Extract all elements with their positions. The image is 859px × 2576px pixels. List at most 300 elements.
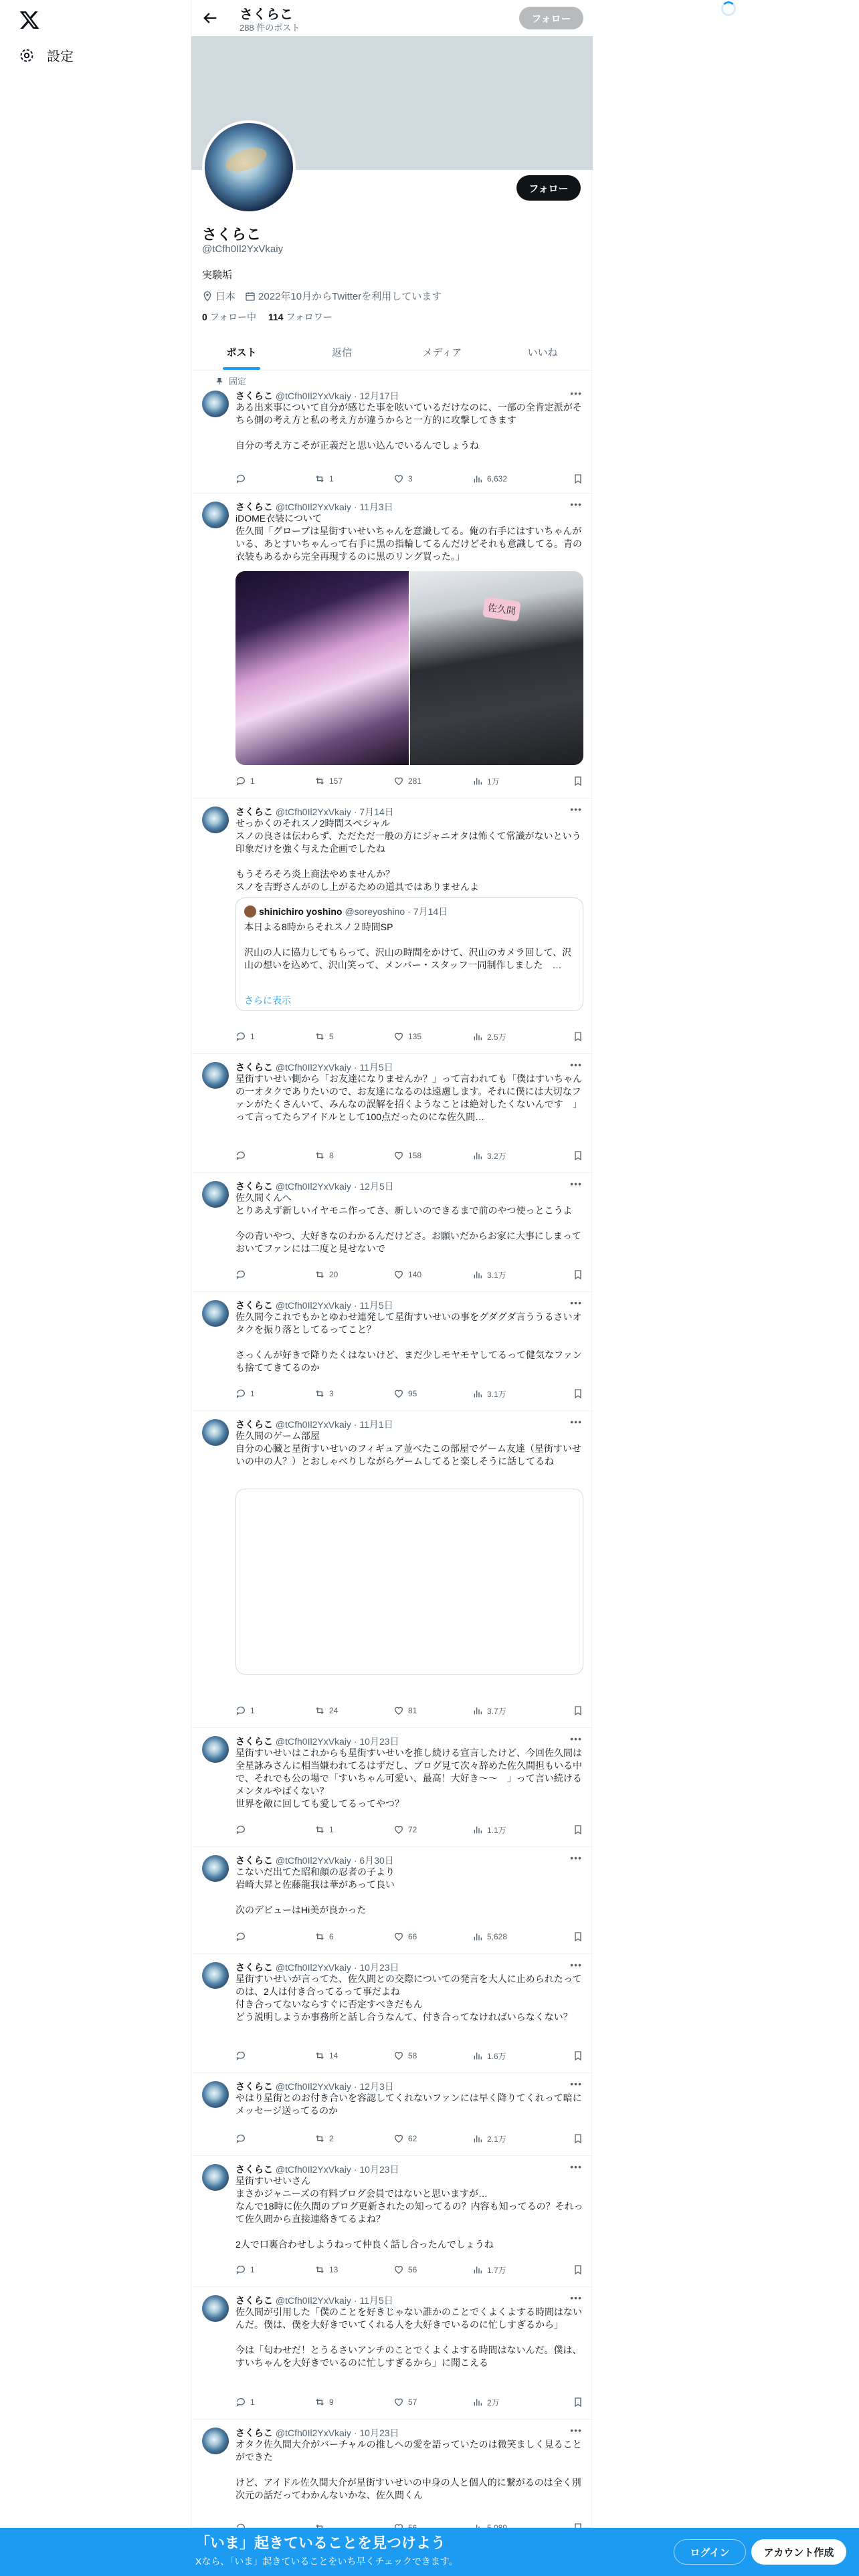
retweet-icon bbox=[314, 1031, 325, 1042]
reply-button[interactable] bbox=[235, 2395, 314, 2409]
tweet-date[interactable]: 12月3日 bbox=[359, 2081, 394, 2092]
bookmark-icon bbox=[573, 1269, 583, 1280]
views-count: 2.5万 bbox=[487, 1032, 506, 1042]
tweet-author-handle[interactable]: @tCfh0Il2YxVkaiy bbox=[275, 2164, 351, 2175]
tweet-separator: · bbox=[351, 1181, 360, 1192]
tab-media[interactable]: メディア bbox=[422, 347, 462, 358]
analytics-icon bbox=[472, 1931, 483, 1942]
tweet-actions bbox=[235, 2263, 583, 2276]
views-button[interactable] bbox=[472, 2395, 558, 2409]
views-button[interactable] bbox=[472, 472, 558, 486]
tweet-separator: · bbox=[351, 2428, 360, 2438]
retweet-count: 6 bbox=[329, 1932, 334, 1941]
tweet-text: iDOME衣装について 佐久間「グローブは星街すいせいちゃんを意識してる。俺の右手にはすいちゃんがいる、あとすいちゃんって右手に黒の指輪してるんだけどそれも意識してる。青の衣装もあるから完全再現するのに黒のリング買った。」 bbox=[235, 513, 582, 562]
views-count: 1.7万 bbox=[487, 2265, 506, 2275]
profile-name: さくらこ bbox=[202, 226, 262, 243]
tweet-author-name[interactable]: さくらこ bbox=[235, 807, 273, 817]
tweet-author-handle[interactable]: @tCfh0Il2YxVkaiy bbox=[275, 2295, 351, 2306]
like-button[interactable] bbox=[393, 2395, 472, 2409]
tweet-avatar[interactable] bbox=[202, 1300, 229, 1327]
retweet-icon bbox=[314, 2133, 325, 2144]
bookmark-button[interactable] bbox=[573, 774, 583, 788]
tweet-avatar[interactable] bbox=[202, 2164, 229, 2191]
tweet-text: 佐久間が引用した「僕のことを好きじゃない誰かのことでくよくよする時間はないんだ。僕は、僕を大好きでいてくれる人を大好きでいるのに忙しすぎるから」 今は「匂わせだ！とうるさいアンチのことでくよくよする時間はないんだ。僕は、すいちゃんを大好きでいるのに忙しすぎるから」に聞こえる bbox=[235, 2306, 582, 2368]
gear-icon bbox=[19, 47, 35, 64]
joined-item bbox=[245, 289, 442, 303]
like-button[interactable] bbox=[393, 1268, 472, 1281]
quote-date: 7月14日 bbox=[413, 906, 448, 917]
reply-icon bbox=[235, 1388, 246, 1399]
retweet-count: 3 bbox=[329, 1389, 334, 1398]
retweet-count: 5 bbox=[329, 1032, 334, 1041]
tweet-header bbox=[235, 805, 394, 819]
retweet-count: 13 bbox=[329, 2265, 339, 2274]
like-button[interactable] bbox=[393, 1930, 472, 1943]
heart-icon bbox=[393, 2397, 404, 2407]
followers-count: 114 bbox=[268, 312, 284, 322]
views-button[interactable] bbox=[472, 1823, 558, 1836]
retweet-button[interactable] bbox=[314, 2263, 393, 2276]
bookmark-icon bbox=[573, 2133, 583, 2144]
retweet-icon bbox=[314, 1931, 325, 1942]
tweet-author-name[interactable]: さくらこ bbox=[235, 391, 273, 401]
reply-button[interactable] bbox=[235, 1704, 314, 1717]
tweet-separator: · bbox=[351, 2164, 360, 2175]
tweet-actions bbox=[235, 1030, 583, 1043]
tweet-author-name[interactable]: さくらこ bbox=[235, 1855, 273, 1866]
analytics-icon bbox=[472, 1269, 483, 1280]
profile-stats bbox=[202, 310, 332, 324]
views-button[interactable] bbox=[472, 1268, 558, 1281]
more-icon[interactable]: ••• bbox=[570, 2425, 582, 2436]
tweet-author-name[interactable]: さくらこ bbox=[235, 1419, 273, 1430]
views-button[interactable] bbox=[472, 2263, 558, 2276]
reply-button[interactable] bbox=[235, 1823, 314, 1836]
retweet-count: 1 bbox=[329, 474, 334, 484]
x-logo-icon[interactable] bbox=[19, 9, 40, 31]
like-count: 81 bbox=[408, 1706, 417, 1715]
more-icon[interactable]: ••• bbox=[570, 1416, 582, 1427]
tweet-date[interactable]: 10月23日 bbox=[359, 1962, 399, 1973]
tweet-avatar[interactable] bbox=[202, 1062, 229, 1089]
views-button[interactable] bbox=[472, 2132, 558, 2145]
bookmark-icon bbox=[573, 2397, 583, 2407]
more-icon[interactable]: ••• bbox=[570, 1178, 582, 1189]
tweet[interactable] bbox=[191, 494, 593, 798]
analytics-icon bbox=[472, 1824, 483, 1835]
views-count: 2.1万 bbox=[487, 2134, 506, 2144]
retweet-count: 24 bbox=[329, 1706, 339, 1715]
heart-icon bbox=[393, 2050, 404, 2061]
bookmark-button[interactable] bbox=[573, 2132, 583, 2145]
views-count: 1.6万 bbox=[487, 2051, 506, 2061]
more-icon[interactable]: ••• bbox=[570, 388, 582, 399]
tweet-author-handle[interactable]: @tCfh0Il2YxVkaiy bbox=[275, 1736, 351, 1747]
like-button[interactable] bbox=[393, 1030, 472, 1043]
heart-icon bbox=[393, 1269, 404, 1280]
tweet-author-handle[interactable]: @tCfh0Il2YxVkaiy bbox=[275, 1855, 351, 1866]
tweet-text: オタク佐久間大介がバーチャルの推しへの愛を語っていたのは微笑ましく見ることができた けど、アイドル佐久間大介が星街すいせいの中身の人と個人的に繋がるのは全く別次元の話だってわかんないかな、佐久間くん bbox=[235, 2439, 582, 2500]
heart-icon bbox=[393, 2133, 404, 2144]
like-button[interactable] bbox=[393, 1149, 472, 1162]
reply-icon bbox=[235, 776, 246, 786]
tweet-date[interactable]: 11月5日 bbox=[359, 2295, 393, 2306]
signup-button[interactable]: アカウント作成 bbox=[751, 2539, 846, 2565]
reply-button[interactable] bbox=[235, 2049, 314, 2062]
bookmark-icon bbox=[573, 776, 583, 786]
more-icon[interactable]: ••• bbox=[570, 804, 582, 815]
tweet-author-handle[interactable]: @tCfh0Il2YxVkaiy bbox=[275, 1300, 351, 1311]
tab-posts[interactable]: ポスト bbox=[191, 334, 292, 370]
media-photo[interactable] bbox=[410, 571, 583, 765]
views-button[interactable] bbox=[472, 2049, 558, 2062]
views-button[interactable] bbox=[472, 1149, 558, 1162]
reply-icon bbox=[235, 1705, 246, 1716]
bookmark-button[interactable] bbox=[573, 1704, 583, 1717]
bookmark-icon bbox=[573, 473, 583, 484]
tweet-author-handle[interactable]: @tCfh0Il2YxVkaiy bbox=[275, 1181, 351, 1192]
tweet-text: せっかくのそれスノ2時間スペシャル スノの良さは伝わらず、ただただ一般の方にジャニオタは怖くて常識がないという印象だけを強く与えた企画でしたね もうそろそろ炎上商法やめませんか？ スノを吉野さんがのし上がるための道具ではありませんよ bbox=[235, 818, 581, 892]
views-button[interactable] bbox=[472, 1387, 558, 1400]
tweet-author-name[interactable]: さくらこ bbox=[235, 2295, 273, 2306]
tweet-separator: · bbox=[351, 807, 360, 817]
views-count: 3.1万 bbox=[487, 1270, 506, 1280]
heart-icon bbox=[393, 1031, 404, 1042]
reply-button[interactable] bbox=[235, 2132, 314, 2145]
media-photo[interactable] bbox=[235, 571, 409, 765]
bookmark-icon bbox=[573, 1705, 583, 1716]
tweet[interactable] bbox=[191, 1847, 593, 1954]
more-icon[interactable]: ••• bbox=[570, 499, 582, 510]
tweet-date[interactable]: 11月3日 bbox=[359, 502, 393, 512]
tweet-avatar[interactable] bbox=[202, 807, 229, 833]
bookmark-button[interactable] bbox=[573, 472, 583, 486]
like-button[interactable] bbox=[393, 1823, 472, 1836]
retweet-button[interactable] bbox=[314, 1268, 393, 1281]
tweet-separator: · bbox=[351, 1419, 360, 1430]
signup-banner-subtitle: Xなら、「いま」起きていることをいち早くチェックできます。 bbox=[195, 2556, 458, 2567]
tweet-header bbox=[235, 2426, 399, 2440]
tweet-avatar[interactable] bbox=[202, 1419, 229, 1446]
following-stat[interactable] bbox=[202, 310, 256, 324]
tweet-author-name[interactable]: さくらこ bbox=[235, 2428, 273, 2438]
tweet-actions bbox=[235, 2395, 583, 2409]
tweet-date[interactable]: 11月5日 bbox=[359, 1300, 393, 1311]
retweet-icon bbox=[314, 2264, 325, 2275]
signup-banner bbox=[0, 2528, 859, 2576]
pinned-indicator bbox=[215, 374, 246, 387]
tweet-date[interactable]: 10月23日 bbox=[359, 1736, 399, 1747]
tweet-date[interactable]: 7月14日 bbox=[359, 807, 394, 817]
tweet-avatar[interactable] bbox=[202, 1962, 229, 1989]
tweet-author-handle[interactable]: @tCfh0Il2YxVkaiy bbox=[275, 502, 351, 512]
tweet-avatar[interactable] bbox=[202, 1855, 229, 1882]
tweet-header bbox=[235, 1180, 394, 1193]
reply-icon bbox=[235, 1824, 246, 1835]
tweet-date[interactable]: 6月30日 bbox=[359, 1855, 394, 1866]
reply-button[interactable] bbox=[235, 472, 314, 486]
back-arrow-icon[interactable] bbox=[201, 9, 219, 27]
like-button[interactable] bbox=[393, 1387, 472, 1400]
tweet-header bbox=[235, 1299, 393, 1312]
profile-tabs bbox=[191, 334, 593, 370]
top-follow-button[interactable]: フォロー bbox=[519, 7, 583, 29]
tweet[interactable] bbox=[191, 2287, 593, 2420]
tweet-media[interactable] bbox=[235, 571, 583, 765]
views-button[interactable] bbox=[472, 774, 558, 788]
show-more-link[interactable]: さらに表示 bbox=[244, 995, 291, 1006]
reply-button[interactable] bbox=[235, 1030, 314, 1043]
tweet-actions bbox=[235, 472, 583, 486]
analytics-icon bbox=[472, 2133, 483, 2144]
tweet-avatar[interactable] bbox=[202, 1736, 229, 1763]
retweet-button[interactable] bbox=[314, 774, 393, 788]
more-icon[interactable]: ••• bbox=[570, 1959, 582, 1970]
more-icon[interactable]: ••• bbox=[570, 2161, 582, 2172]
tweet-avatar[interactable] bbox=[202, 1181, 229, 1208]
bookmark-button[interactable] bbox=[573, 1030, 583, 1043]
retweet-button[interactable] bbox=[314, 2395, 393, 2409]
heart-icon bbox=[393, 1150, 404, 1161]
tweet-actions bbox=[235, 1149, 583, 1162]
quote-text: 本日よる8時からそれスノ２時間SP 沢山の人に協力してもらって、沢山の時間をかけて、沢山のカメラ回して、沢山の想いを込めて、沢山笑って、メンバー・スタッフ一同制作しました … bbox=[244, 922, 572, 970]
reply-icon bbox=[235, 2133, 246, 2144]
profile-avatar[interactable] bbox=[202, 120, 296, 214]
followers-label: フォロワー bbox=[286, 312, 332, 322]
bookmark-icon bbox=[573, 2050, 583, 2061]
quote-header bbox=[244, 905, 448, 918]
tweet[interactable] bbox=[191, 370, 593, 494]
tweet-header bbox=[235, 1061, 393, 1074]
heart-icon bbox=[393, 1705, 404, 1716]
views-button[interactable] bbox=[472, 1930, 558, 1943]
retweet-button[interactable] bbox=[314, 1030, 393, 1043]
reply-icon bbox=[235, 2050, 246, 2061]
reply-button[interactable] bbox=[235, 1268, 314, 1281]
reply-button[interactable] bbox=[235, 1930, 314, 1943]
tweet[interactable] bbox=[191, 2073, 593, 2156]
tweet-author-name[interactable]: さくらこ bbox=[235, 502, 273, 512]
views-button[interactable] bbox=[472, 1030, 558, 1043]
analytics-icon bbox=[472, 1705, 483, 1716]
reply-button[interactable] bbox=[235, 1149, 314, 1162]
like-count: 58 bbox=[408, 2051, 417, 2060]
tab-replies[interactable]: 返信 bbox=[331, 347, 352, 358]
retweet-button[interactable] bbox=[314, 1704, 393, 1717]
quote-author-handle: @soreyoshino bbox=[345, 906, 405, 917]
tweet-text: 佐久間のゲーム部屋 自分の心臓と星街すいせいのフィギュア並べたこの部屋でゲーム友達（星街すいせいの中の人？）とおしゃべりしながらゲームしてると楽しそうに話してるね bbox=[235, 1430, 581, 1467]
bookmark-button[interactable] bbox=[573, 2049, 583, 2062]
like-button[interactable] bbox=[393, 2049, 472, 2062]
analytics-icon bbox=[472, 2397, 483, 2407]
bookmark-button[interactable] bbox=[573, 2395, 583, 2409]
tweet-author-handle[interactable]: @tCfh0Il2YxVkaiy bbox=[275, 1962, 351, 1973]
retweet-count: 2 bbox=[329, 2134, 334, 2143]
location-pin-icon bbox=[202, 291, 213, 302]
tweet-author-name[interactable]: さくらこ bbox=[235, 2081, 273, 2092]
tweet-actions bbox=[235, 2132, 583, 2145]
tweet-header bbox=[235, 1735, 399, 1748]
views-button[interactable] bbox=[472, 1704, 558, 1717]
tweet-text: 佐久間今これでもかとゆわせ連発して星街すいせいの事をグダグダ言ううるさいオタクを振り落としてるってこと？ さっくんが好きで降りたくはないけど、まだ少しモヤモヤしてるって健気なファンも捨ててきてるのか bbox=[235, 1311, 582, 1373]
tweet[interactable] bbox=[191, 1173, 593, 1292]
settings-nav-item[interactable] bbox=[19, 45, 74, 65]
tweet-date[interactable]: 12月5日 bbox=[359, 1181, 394, 1192]
like-button[interactable] bbox=[393, 2263, 472, 2276]
follow-button[interactable]: フォロー bbox=[516, 175, 581, 201]
tweet-text: 星街すいせいさん まさかジャニーズの有料ブログ会員ではないと思いますが… なんで18時に佐久間のブログ更新されたの知ってるの？内容も知ってるの？それって佐久間から直接連絡きてるよね？ 2人で口裏合わせしようねって仲良く話し合ったんでしょうね bbox=[235, 2175, 583, 2250]
retweet-button[interactable] bbox=[314, 1387, 393, 1400]
heart-icon bbox=[393, 776, 404, 786]
tweet-author-handle[interactable]: @tCfh0Il2YxVkaiy bbox=[275, 1419, 351, 1430]
retweet-button[interactable] bbox=[314, 472, 393, 486]
like-button[interactable] bbox=[393, 2132, 472, 2145]
tweet-text: ある出来事について自分が感じた事を呟いているだけなのに、一部の全肯定派がそちら側の考え方と私の考え方が違うからと一方的に攻撃してきます 自分の考え方こそが正義だと思い込んでいるんでしょうね bbox=[235, 402, 582, 451]
more-icon[interactable]: ••• bbox=[570, 1852, 582, 1863]
retweet-icon bbox=[314, 1150, 325, 1161]
tweet-separator: · bbox=[351, 1736, 360, 1747]
tweet-text: 星街すいせい側から「お友達になりませんか？」って言われても「僕はすいちゃんの一オタクでありたいので、お友達になるのは遠慮します。それに僕には大切なファンがたくさんいて、みんなの誤解を招くようなことは絶対したくないんです 」って言ってたらアイドルとして100点だったのにな佐久間… bbox=[235, 1073, 582, 1122]
reply-icon bbox=[235, 1150, 246, 1161]
bookmark-icon bbox=[573, 1931, 583, 1942]
quote-separator: · bbox=[407, 906, 411, 917]
profile-handle: @tCfh0Il2YxVkaiy bbox=[202, 243, 284, 255]
more-icon[interactable]: ••• bbox=[570, 2292, 582, 2303]
tweet-actions bbox=[235, 2049, 583, 2062]
tweet-author-handle[interactable]: @tCfh0Il2YxVkaiy bbox=[275, 391, 351, 401]
settings-label: 設定 bbox=[47, 49, 74, 64]
retweet-icon bbox=[314, 776, 325, 786]
reply-button[interactable] bbox=[235, 1387, 314, 1400]
tweet-actions bbox=[235, 1704, 583, 1717]
tweet-author-name[interactable]: さくらこ bbox=[235, 1962, 273, 1973]
bookmark-icon bbox=[573, 1824, 583, 1835]
tweet-header bbox=[235, 1854, 394, 1867]
tweet[interactable] bbox=[191, 1411, 593, 1728]
more-icon[interactable]: ••• bbox=[570, 1059, 582, 1070]
like-button[interactable] bbox=[393, 1704, 472, 1717]
more-icon[interactable]: ••• bbox=[570, 1733, 582, 1744]
tweet-author-handle[interactable]: @tCfh0Il2YxVkaiy bbox=[275, 2081, 351, 2092]
like-count: 158 bbox=[408, 1151, 422, 1160]
bookmark-button[interactable] bbox=[573, 1823, 583, 1836]
following-label: フォロー中 bbox=[209, 312, 256, 322]
tweet-header bbox=[235, 1418, 393, 1431]
tweet-date[interactable]: 12月17日 bbox=[359, 391, 399, 401]
bookmark-icon bbox=[573, 1388, 583, 1399]
bookmark-button[interactable] bbox=[573, 1387, 583, 1400]
retweet-button[interactable] bbox=[314, 1149, 393, 1162]
tweet[interactable] bbox=[191, 1054, 593, 1173]
tweet-header bbox=[235, 2163, 399, 2176]
more-icon[interactable]: ••• bbox=[570, 1297, 582, 1308]
tweet[interactable] bbox=[191, 1954, 593, 2073]
tweet-avatar[interactable] bbox=[202, 391, 229, 417]
tweet-date[interactable]: 11月1日 bbox=[359, 1419, 393, 1430]
bookmark-button[interactable] bbox=[573, 1149, 583, 1162]
tweet-author-name[interactable]: さくらこ bbox=[235, 1181, 273, 1192]
tweet-avatar[interactable] bbox=[202, 2295, 229, 2322]
tweet-author-name[interactable]: さくらこ bbox=[235, 1300, 273, 1311]
top-bar bbox=[191, 0, 593, 36]
tweet-author-name[interactable]: さくらこ bbox=[235, 1736, 273, 1747]
reply-count: 1 bbox=[250, 1032, 255, 1041]
tweet-avatar[interactable] bbox=[202, 2081, 229, 2108]
bookmark-button[interactable] bbox=[573, 2263, 583, 2276]
tweet-actions bbox=[235, 1823, 583, 1836]
tweet-date[interactable]: 11月5日 bbox=[359, 1062, 393, 1073]
quote-tweet[interactable] bbox=[235, 897, 583, 1011]
tweet[interactable] bbox=[191, 798, 593, 1054]
retweet-button[interactable] bbox=[314, 2132, 393, 2145]
more-icon[interactable]: ••• bbox=[570, 2078, 582, 2089]
tweet-author-handle[interactable]: @tCfh0Il2YxVkaiy bbox=[275, 1062, 351, 1073]
tweet-media[interactable] bbox=[235, 1489, 583, 1675]
tweet[interactable] bbox=[191, 2420, 593, 2528]
tab-likes[interactable]: いいね bbox=[527, 347, 558, 358]
tweet[interactable] bbox=[191, 2156, 593, 2287]
tweet-avatar[interactable] bbox=[202, 2428, 229, 2454]
retweet-count: 9 bbox=[329, 2397, 334, 2407]
reply-icon bbox=[235, 2397, 246, 2407]
tweet-author-handle[interactable]: @tCfh0Il2YxVkaiy bbox=[275, 2428, 351, 2438]
tweet-author-name[interactable]: さくらこ bbox=[235, 2164, 273, 2175]
reply-icon bbox=[235, 1269, 246, 1280]
like-count: 135 bbox=[408, 1032, 422, 1041]
tweet-header bbox=[235, 2294, 393, 2307]
retweet-icon bbox=[314, 2050, 325, 2061]
tweet[interactable] bbox=[191, 1728, 593, 1847]
like-button[interactable] bbox=[393, 472, 472, 486]
views-count: 6,632 bbox=[487, 474, 508, 484]
tweet-date[interactable]: 10月23日 bbox=[359, 2428, 399, 2438]
reply-icon bbox=[235, 1931, 246, 1942]
retweet-button[interactable] bbox=[314, 2049, 393, 2062]
reply-button[interactable] bbox=[235, 2263, 314, 2276]
tweet-actions bbox=[235, 774, 583, 788]
tweet-date[interactable]: 10月23日 bbox=[359, 2164, 399, 2175]
views-count: 1.1万 bbox=[487, 1825, 506, 1835]
bookmark-button[interactable] bbox=[573, 1268, 583, 1281]
retweet-button[interactable] bbox=[314, 1823, 393, 1836]
tweet[interactable] bbox=[191, 1292, 593, 1411]
profile-bio: 実験垢 bbox=[202, 270, 233, 281]
pinned-label: 固定 bbox=[229, 377, 247, 387]
bookmark-button[interactable] bbox=[573, 1930, 583, 1943]
tweet-actions bbox=[235, 1930, 583, 1943]
followers-stat[interactable] bbox=[268, 310, 332, 324]
reply-count: 1 bbox=[250, 1706, 255, 1715]
analytics-icon bbox=[472, 1031, 483, 1042]
tweet-author-handle[interactable]: @tCfh0Il2YxVkaiy bbox=[275, 807, 351, 817]
heart-icon bbox=[393, 1931, 404, 1942]
location-text: 日本 bbox=[215, 291, 236, 302]
quote-author-name: shinichiro yoshino bbox=[259, 906, 343, 917]
analytics-icon bbox=[472, 473, 483, 484]
reply-button[interactable] bbox=[235, 774, 314, 788]
login-button[interactable]: ログイン bbox=[674, 2539, 746, 2565]
analytics-icon bbox=[472, 776, 483, 786]
retweet-button[interactable] bbox=[314, 1930, 393, 1943]
tweet-separator: · bbox=[351, 1962, 360, 1973]
views-count: 1万 bbox=[487, 776, 500, 786]
tweet-avatar[interactable] bbox=[202, 502, 229, 528]
like-count: 72 bbox=[408, 1825, 417, 1834]
tweet-author-name[interactable]: さくらこ bbox=[235, 1062, 273, 1073]
like-button[interactable] bbox=[393, 774, 472, 788]
like-count: 140 bbox=[408, 1270, 422, 1279]
post-count: 288 件のポスト bbox=[240, 23, 300, 33]
